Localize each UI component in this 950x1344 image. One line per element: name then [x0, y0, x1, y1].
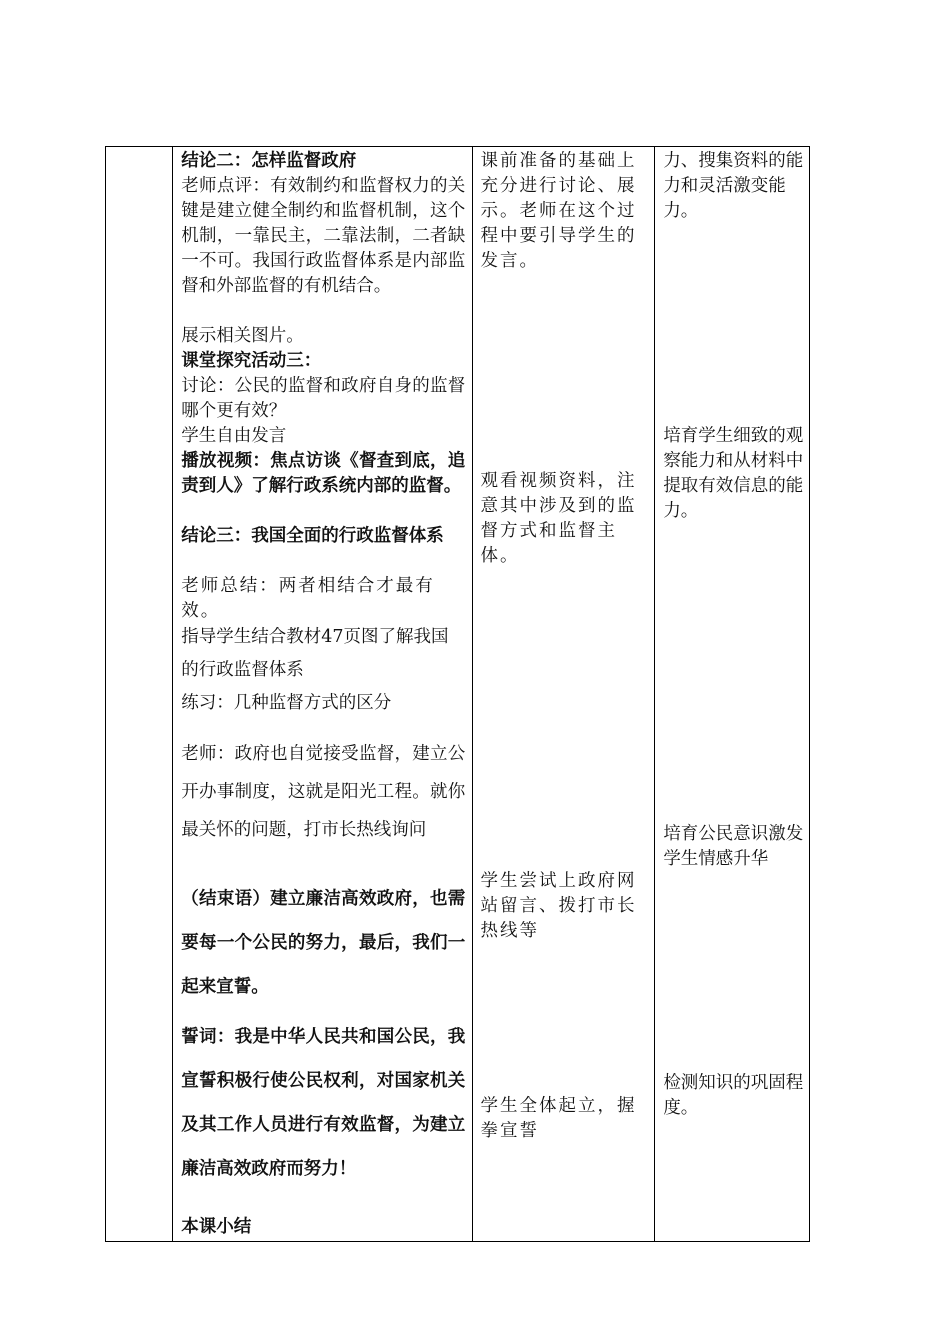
watch-video-text: 观看视频资料，注意其中涉及到的监督方式和监督主体。	[480, 471, 637, 566]
conclusion2-title: 结论二：怎样监督政府	[181, 151, 357, 171]
free-speech-text: 学生自由发言	[181, 426, 287, 446]
conclusion3-title: 结论三：我国全面的行政监督体系	[181, 526, 444, 546]
try-website-text: 学生尝试上政府网站留言、拨打市长热线等	[480, 871, 637, 941]
civic-text: 培育公民意识激发学生情感升华	[663, 824, 804, 869]
exercise-text: 练习：几种监督方式的区分	[181, 693, 392, 713]
prep-text: 课前准备的基础上充分进行讨论、展示。老师在这个过程中要引导学生的发言。	[480, 151, 637, 271]
video-text: 播放视频：焦点访谈《督查到底，追责到人》了解行政系统内部的监督。	[181, 451, 466, 496]
oath-text: 誓词：我是中华人民共和国公民，我宣誓积极行使公民权利，对国家机关及其工作人员进行有效监督，为建立廉洁高效政府而努力！	[181, 1027, 466, 1179]
show-pictures: 展示相关图片。	[181, 326, 304, 346]
ability-text-2: 培育学生细致的观察能力和从材料中提取有效信息的能力。	[663, 426, 804, 521]
activity3-title: 课堂探究活动三：	[181, 351, 322, 371]
student-activity-cell	[472, 147, 655, 1242]
empty-cell	[106, 147, 173, 1242]
textbook-guide: 指导学生结合教材47页图了解我国的行政监督体系	[181, 627, 449, 680]
teacher-comment: 老师点评：有效制约和监督权力的关键是建立健全制约和监督机制，这个机制，一靠民主，二靠法制，二者缺一不可。我国行政监督体系是内部监督和外部监督的有机结合。	[181, 176, 466, 296]
summary-title: 本课小结	[181, 1217, 252, 1237]
teacher-open-text: 老师：政府也自觉接受监督，建立公开办事制度，这就是阳光工程。就你最关怀的问题，打市长热线询问	[181, 744, 466, 840]
lesson-plan-table	[105, 146, 810, 1242]
check-text: 检测知识的巩固程度。	[663, 1073, 804, 1118]
table-row	[106, 147, 810, 1242]
ability-text-1: 力、搜集资料的能力和灵活激变能力。	[663, 151, 804, 221]
stand-oath-text: 学生全体起立，握拳宣誓	[480, 1096, 637, 1141]
discussion-text: 讨论：公民的监督和政府自身的监督哪个更有效？	[181, 376, 466, 421]
design-intent-cell	[655, 147, 810, 1242]
teaching-process-cell	[173, 147, 472, 1242]
teacher-summary: 老师总结：两者相结合才最有效。	[181, 576, 435, 621]
closing-text: （结束语）建立廉洁高效政府，也需要每一个公民的努力，最后，我们一起来宣誓。	[181, 889, 466, 997]
